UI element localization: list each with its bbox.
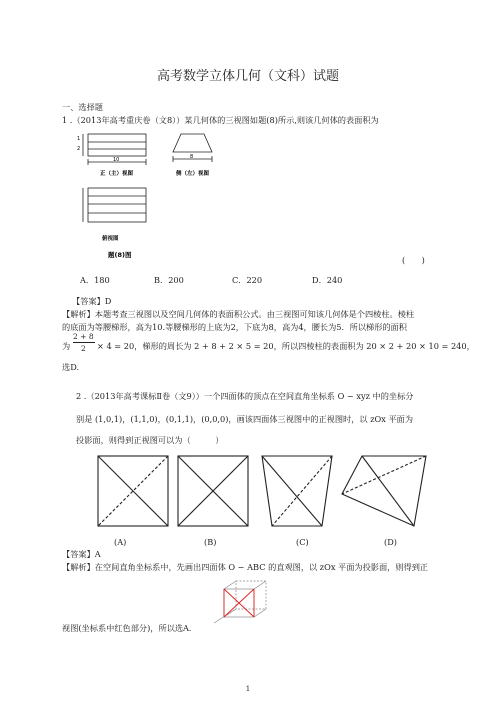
- option-c: C．220: [232, 275, 263, 285]
- section-heading: 一、选择题: [62, 102, 103, 112]
- side-view-caption: 侧（左）视图: [176, 171, 210, 177]
- q2-options-figure: [96, 454, 436, 534]
- q1-analysis-line-3a: 为: [62, 341, 71, 351]
- figure-caption: 题(8)图: [108, 251, 132, 259]
- fraction-numerator: 2 + 8: [73, 332, 94, 341]
- option-a-figure: [98, 456, 168, 526]
- top-view-caption: 俯视图: [102, 236, 119, 242]
- q2-option-label-a: (A): [114, 537, 127, 547]
- option-c-figure: [262, 456, 332, 526]
- page-number: 1: [245, 685, 251, 693]
- option-b-figure: [178, 456, 248, 526]
- option-d: D．240: [312, 275, 343, 285]
- q1-analysis-line-2: 的底面为等腰梯形，高为10.等腰梯形的上底为2，下底为8，高为4，腰长为5．所以梯形的面积: [62, 322, 407, 332]
- q1-answer: 【答案】D: [72, 296, 112, 306]
- page-title: 高考数学立体几何（文科）试题: [156, 69, 339, 84]
- three-view-figure: [77, 130, 230, 268]
- answer-paren: ( ): [402, 255, 425, 265]
- coordinate-system-figure: [206, 575, 274, 627]
- front-view-caption: 正（主）视图: [100, 171, 134, 177]
- q2-option-label-d: (D): [384, 537, 397, 547]
- q2-option-label-b: (B): [204, 537, 217, 547]
- side-dim-8: 8: [190, 154, 194, 160]
- front-dim-10: 10: [113, 157, 120, 163]
- fraction-bar: [73, 342, 95, 343]
- question-2-stem-line-1: 2 .（2013年高考课标Ⅱ卷（文9））一个四面体的顶点在空间直角坐标系 O − xyz 中的坐标分: [76, 391, 414, 401]
- front-dim-2: 2: [77, 146, 81, 152]
- front-dim-1: 1: [77, 136, 81, 142]
- q2-answer: 【答案】A: [62, 549, 101, 559]
- question-2-stem-line-2: 别是 (1,0,1)，(1,1,0)，(0,1,1)，(0,0,0)，画该四面体三视图中的正视图时，以 zOx 平面为: [76, 414, 414, 424]
- top-view: [83, 188, 146, 222]
- q1-analysis-line-4: 选D.: [62, 362, 80, 372]
- q2-option-label-c: (C): [296, 537, 309, 547]
- fraction-denominator: 2: [81, 344, 86, 353]
- option-b: B．200: [154, 275, 184, 285]
- q1-analysis-line-1: 【解析】本题考查三视图以及空间几何体的表面积公式。由三视图可知该几何体是个四棱柱。棱柱: [62, 309, 415, 319]
- option-a: A．180: [80, 275, 110, 285]
- question-2-stem-line-3: 投影面，则得到正视图可以为（ ）: [76, 435, 224, 445]
- q1-analysis-line-3b: × 4 = 20，梯形的周长为 2 + 8 + 2 × 5 = 20，所以四棱柱的表面积为 20 × 2 + 20 × 10 = 240，: [97, 341, 475, 351]
- q2-analysis-line-1: 【解析】在空间直角坐标系中，先画出四面体 O − ABC 的直观图，以 zOx 平面为投影面，则得到正: [62, 562, 429, 572]
- q2-analysis-line-2: 视图(坐标系中红色部分)，所以选A．: [62, 623, 198, 633]
- option-d-figure: [342, 456, 426, 526]
- question-1-stem: 1 .（2013年高考重庆卷（文8））某几何体的三视图如题(8)所示,则该几何体的表面积为: [62, 115, 379, 125]
